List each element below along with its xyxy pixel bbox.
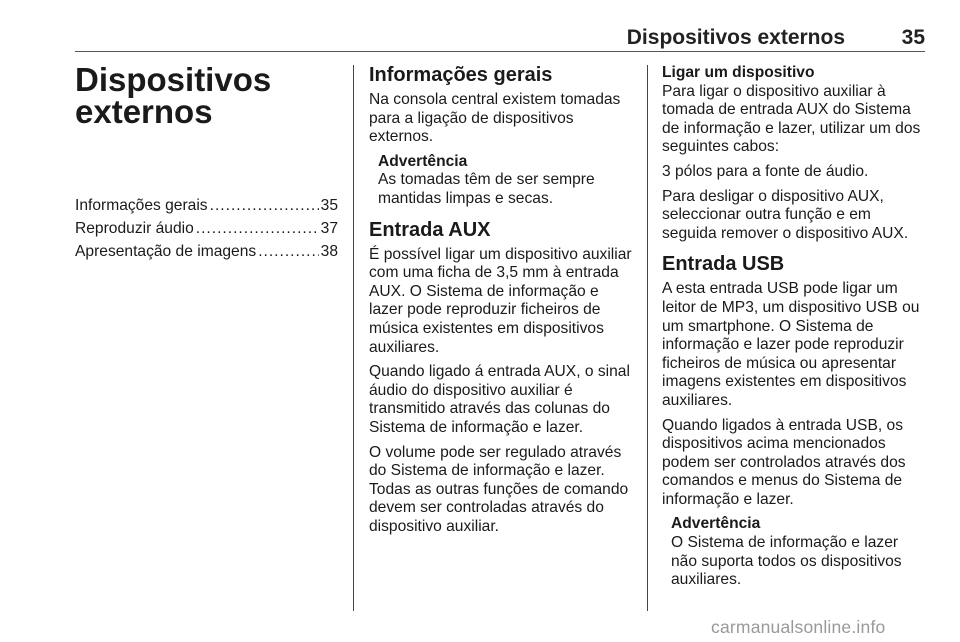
toc-item-page: 38 [320,243,338,261]
note-title: Advertência [378,152,468,170]
table-of-contents [75,197,338,262]
watermark-text: carmanualsonline.info [711,617,886,637]
toc-item[interactable] [75,197,338,216]
page-header [75,26,925,50]
page-number: 35 [901,26,925,49]
paragraph: Para ligar o dispositivo auxiliar à tomada de entrada AUX do Sistema de informação e lazer, utilizar um dos seguintes cabos: [662,82,921,156]
paragraph: É possível ligar um dispositivo auxiliar com uma ficha de 3,5 mm à entrada AUX. O Sistema de informação e lazer pode reproduzir ficheiros de música existentes em dispositivos auxiliares. [369,245,632,356]
paragraph: A esta entrada USB pode ligar um leitor de MP3, um dispositivo USB ou um smartphone. O Sistema de informação e lazer pode reproduzir ficheiros de música ou apresentar imagens existentes em dispositivos auxiliares. [662,280,920,409]
toc-item-label: Reproduzir áudio [75,220,194,238]
paragraph: Para desligar o dispositivo AUX, seleccionar outra função e em seguida remover o dispositivo AUX. [662,187,909,242]
toc-item[interactable] [75,220,338,239]
column-3 [662,64,928,600]
section-heading: Informações gerais [369,64,553,86]
chapter-title-line-1: Dispositivos [75,61,272,98]
section-heading: Entrada AUX [369,218,491,241]
section-heading: Entrada USB [662,253,785,276]
note-title: Advertência [671,515,761,533]
note-box [662,515,928,589]
header-rule [75,51,925,52]
note-text: O Sistema de informação e lazer não suporta todos os dispositivos auxiliares. [671,534,902,589]
toc-item-page: 37 [320,220,338,238]
toc-item-label: Informações gerais [75,197,208,214]
toc-leader-dots [258,243,318,262]
column-1 [75,61,338,267]
subsection-heading: Ligar um dispositivo [662,64,815,81]
toc-leader-dots [210,197,319,216]
chapter-title-line-2: externos [75,93,213,130]
paragraph: Quando ligados à entrada USB, os dispositivos acima mencionados podem ser controlados através dos comandos e menus do Sistema de informação e lazer. [662,416,906,508]
toc-leader-dots [196,220,319,239]
paragraph: 3 pólos para a fonte de áudio. [662,162,869,180]
paragraph: Na consola central existem tomadas para a ligação de dispositivos externos. [369,91,621,146]
column-divider-1 [353,65,354,611]
toc-item-page: 35 [320,197,338,214]
note-text: As tomadas têm de ser sempre mantidas limpas e secas. [378,171,595,207]
column-divider-2 [647,65,648,611]
header-title: Dispositivos externos [626,26,845,49]
note-box [369,153,632,209]
toc-item[interactable] [75,243,338,262]
column-2 [369,64,632,542]
paragraph: O volume pode ser regulado através do Sistema de informação e lazer. Todas as outras funções de comando devem ser controladas através do dispositivo auxiliar. [369,443,629,535]
chapter-title [75,61,338,130]
toc-item-label: Apresentação de imagens [75,243,257,261]
paragraph: Quando ligado á entrada AUX, o sinal áudio do dispositivo auxiliar é transmitido através das colunas do Sistema de informação e lazer. [369,363,630,436]
